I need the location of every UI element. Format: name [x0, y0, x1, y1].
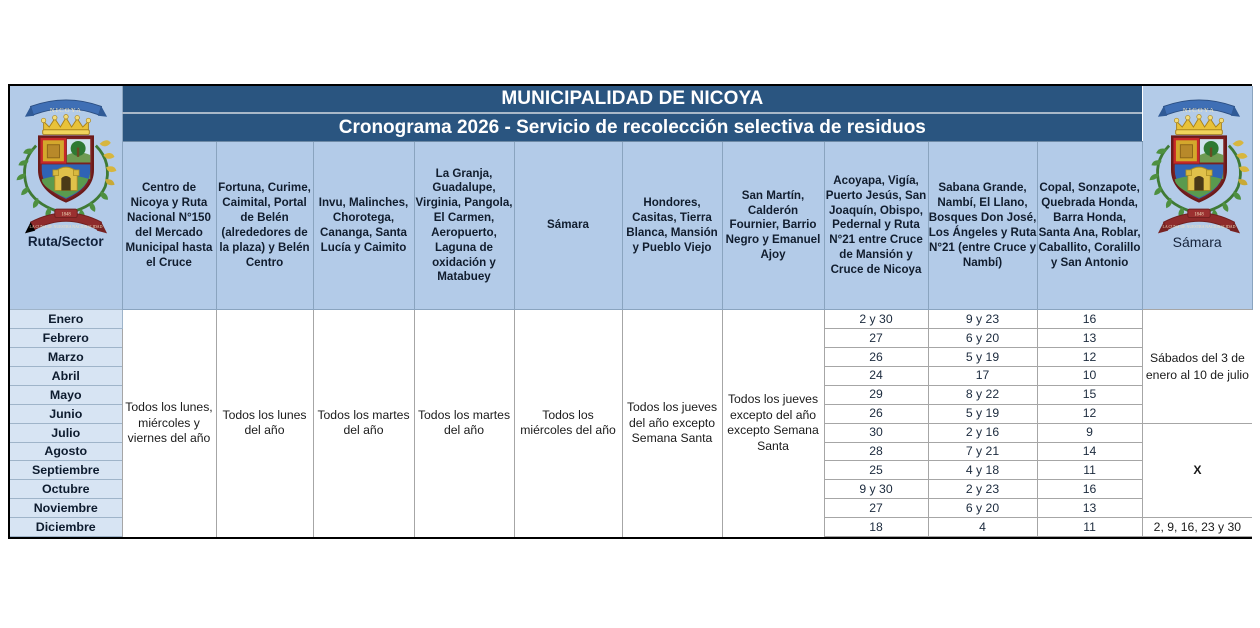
- date-cell-sabana-grande: 9 y 23: [928, 310, 1037, 329]
- schedule-cell-centro-nicoya: Todos los lunes, miércoles y viernes del año: [122, 310, 216, 537]
- svg-text:1848: 1848: [1193, 212, 1204, 218]
- schedule-table: [10, 86, 1253, 537]
- date-cell-acoyapa: 25: [824, 461, 928, 480]
- date-cell-copal: 9: [1037, 423, 1142, 442]
- column-header-samara: Sámara: [514, 142, 622, 310]
- org-title: MUNICIPALIDAD DE NICOYA: [122, 86, 1142, 113]
- month-label-marzo: Marzo: [10, 348, 122, 367]
- column-header-invu-malinches: Invu, Malinches, Chorotega, Cananga, Santa Lucía y Caimito: [313, 142, 414, 310]
- month-label-agosto: Agosto: [10, 442, 122, 461]
- right-crest-holder: [1143, 86, 1252, 309]
- schedule-subtitle: Cronograma 2026 - Servicio de recolección selectiva de residuos: [122, 113, 1142, 142]
- route-header-row: [10, 142, 1252, 310]
- date-cell-copal: 10: [1037, 367, 1142, 386]
- nicoya-coat-of-arms-icon: [1143, 89, 1255, 249]
- date-cell-sabana-grande: 8 y 22: [928, 385, 1037, 404]
- table-row: [10, 310, 1252, 329]
- date-cell-sabana-grande: 6 y 20: [928, 499, 1037, 518]
- month-rows-body: [10, 310, 1252, 537]
- date-cell-acoyapa: 9 y 30: [824, 480, 928, 499]
- left-crest-cell: [10, 86, 122, 310]
- schedule-table-container: [8, 84, 1252, 539]
- date-cell-copal: 14: [1037, 442, 1142, 461]
- date-cell-copal: 11: [1037, 518, 1142, 537]
- date-cell-sabana-grande: 17: [928, 367, 1037, 386]
- date-cell-acoyapa: 26: [824, 348, 928, 367]
- month-label-abril: Abril: [10, 367, 122, 386]
- date-cell-sabana-grande: 6 y 20: [928, 329, 1037, 348]
- date-cell-copal: 13: [1037, 499, 1142, 518]
- date-cell-copal: 12: [1037, 348, 1142, 367]
- title-row-subtitle: [10, 113, 1252, 142]
- column-header-sabana-grande: Sabana Grande, Nambí, El Llano, Bosques Don José, Los Ángeles y Ruta N°21 (entre Cruce y Nambí): [928, 142, 1037, 310]
- date-cell-sabana-grande: 2 y 23: [928, 480, 1037, 499]
- date-cell-sabana-grande: 7 y 21: [928, 442, 1037, 461]
- month-label-julio: Julio: [10, 423, 122, 442]
- month-label-diciembre: Diciembre: [10, 518, 122, 537]
- month-label-octubre: Octubre: [10, 480, 122, 499]
- schedule-cell-samara: Todos los miércoles del año: [514, 310, 622, 537]
- svg-text:LA CUNA DE NUESTRA NACIONALIDA: LA CUNA DE NUESTRA NACIONALIDAD: [1162, 224, 1236, 229]
- date-cell-copal: 12: [1037, 404, 1142, 423]
- schedule-cell-la-granja: Todos los martes del año: [414, 310, 514, 537]
- right-crest-label: Sámara: [1172, 234, 1222, 250]
- schedule-cell-san-martin: Todos los jueves excepto del año excepto Semana Santa: [722, 310, 824, 537]
- date-cell-acoyapa: 18: [824, 518, 928, 537]
- date-cell-acoyapa: 28: [824, 442, 928, 461]
- date-cell-sabana-grande: 5 y 19: [928, 404, 1037, 423]
- right-crest-cell: [1142, 86, 1252, 310]
- date-cell-sabana-grande: 2 y 16: [928, 423, 1037, 442]
- date-cell-sabana-grande: 4: [928, 518, 1037, 537]
- samara-schedule-block-3: 2, 9, 16, 23 y 30: [1142, 518, 1252, 537]
- samara-schedule-block-2: X: [1142, 423, 1252, 517]
- date-cell-acoyapa: 30: [824, 423, 928, 442]
- column-header-san-martin: San Martín, Calderón Fournier, Barrio Negro y Emanuel Ajoy: [722, 142, 824, 310]
- month-label-septiembre: Septiembre: [10, 461, 122, 480]
- date-cell-copal: 15: [1037, 385, 1142, 404]
- column-header-acoyapa: Acoyapa, Vigía, Puerto Jesús, San Joaquín, Obispo, Pedernal y Ruta N°21 entre Cruce de Mansión y Cruce de Nicoya: [824, 142, 928, 310]
- month-label-noviembre: Noviembre: [10, 499, 122, 518]
- date-cell-sabana-grande: 4 y 18: [928, 461, 1037, 480]
- svg-text:NICOYA: NICOYA: [49, 107, 83, 115]
- date-cell-acoyapa: 29: [824, 385, 928, 404]
- date-cell-copal: 11: [1037, 461, 1142, 480]
- svg-text:1848: 1848: [61, 212, 71, 218]
- column-header-la-granja: La Granja, Guadalupe, Virginia, Pangola, El Carmen, Aeropuerto, Laguna de oxidación y Matabuey: [414, 142, 514, 310]
- date-cell-copal: 16: [1037, 310, 1142, 329]
- svg-text:NICOYA: NICOYA: [1182, 107, 1215, 115]
- column-header-centro-nicoya: Centro de Nicoya y Ruta Nacional N°150 del Mercado Municipal hasta el Cruce: [122, 142, 216, 310]
- column-header-fortuna-curime: Fortuna, Curime, Caimital, Portal de Belén (alrededores de la plaza) y Belén Centro: [216, 142, 313, 310]
- column-header-hondores: Hondores, Casitas, Tierra Blanca, Mansión y Pueblo Viejo: [622, 142, 722, 310]
- samara-schedule-block-1: Sábados del 3 de enero al 10 de julio: [1142, 310, 1252, 423]
- date-cell-acoyapa: 24: [824, 367, 928, 386]
- month-label-junio: Junio: [10, 404, 122, 423]
- date-cell-copal: 16: [1037, 480, 1142, 499]
- left-crest-label: Ruta/Sector: [27, 234, 104, 249]
- month-label-enero: Enero: [10, 310, 122, 329]
- title-row-primary: [10, 86, 1252, 113]
- date-cell-copal: 13: [1037, 329, 1142, 348]
- column-header-copal: Copal, Sonzapote, Quebrada Honda, Barra Honda, Santa Ana, Roblar, Caballito, Coralillo y San Antonio: [1037, 142, 1142, 310]
- month-label-febrero: Febrero: [10, 329, 122, 348]
- date-cell-acoyapa: 27: [824, 499, 928, 518]
- date-cell-acoyapa: 26: [824, 404, 928, 423]
- date-cell-acoyapa: 2 y 30: [824, 310, 928, 329]
- month-label-mayo: Mayo: [10, 385, 122, 404]
- left-crest-holder: [10, 86, 122, 309]
- date-cell-acoyapa: 27: [824, 329, 928, 348]
- nicoya-coat-of-arms-icon: [10, 89, 122, 249]
- schedule-cell-fortuna-curime: Todos los lunes del año: [216, 310, 313, 537]
- schedule-cell-invu-malinches: Todos los martes del año: [313, 310, 414, 537]
- schedule-cell-hondores: Todos los jueves del año excepto Semana Santa: [622, 310, 722, 537]
- date-cell-sabana-grande: 5 y 19: [928, 348, 1037, 367]
- svg-text:LA CUNA DE NUESTRA NACIONALIDA: LA CUNA DE NUESTRA NACIONALIDAD: [29, 224, 103, 229]
